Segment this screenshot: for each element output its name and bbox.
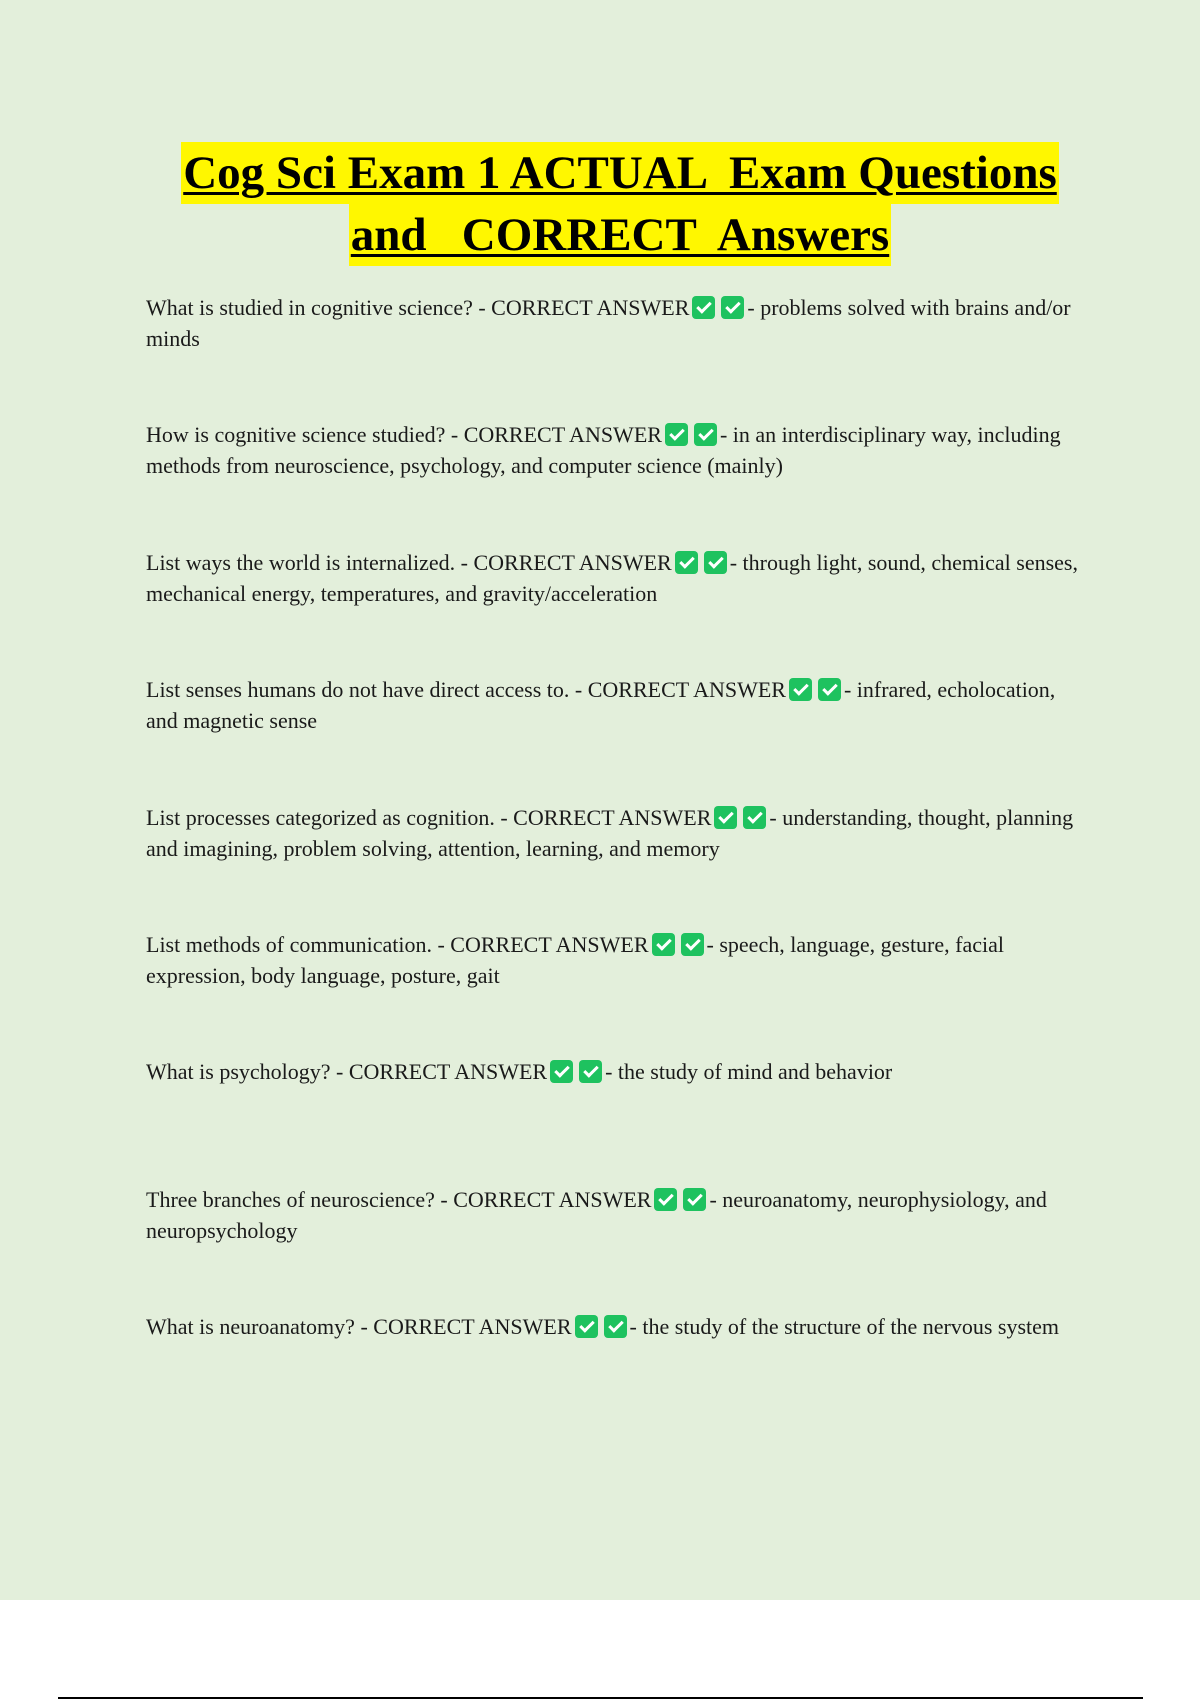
question-text: What is studied in cognitive science? — [146, 295, 473, 320]
footer-divider — [58, 1697, 1143, 1699]
answer-text: - neuroanatomy, neurophysiology, and neuropsychology — [146, 1186, 1047, 1243]
qa-item — [146, 674, 1086, 801]
answer-marker: - CORRECT ANSWER — [494, 804, 712, 830]
answer-marker: - CORRECT ANSWER — [569, 677, 786, 703]
question-text: How is cognitive science studied? — [146, 422, 446, 448]
answer-marker: - CORRECT ANSWER — [472, 295, 690, 320]
question-text: List ways the world is internalized. — [146, 549, 456, 575]
check-box-icon — [579, 1060, 602, 1083]
answer-marker: - CORRECT ANSWER — [434, 1186, 652, 1212]
qa-item — [146, 419, 1086, 546]
qa-item — [146, 292, 1086, 419]
answer-marker: - CORRECT ANSWER — [455, 549, 672, 575]
page-title — [130, 142, 1110, 266]
answer-marker: - CORRECT ANSWER — [445, 422, 662, 448]
question-text: Three branches of neuroscience? — [146, 1186, 435, 1212]
check-box-icon — [681, 933, 704, 956]
answer-marker: - CORRECT ANSWER — [354, 1314, 572, 1340]
qa-item — [146, 547, 1086, 674]
check-box-icon — [652, 933, 675, 956]
check-box-icon — [692, 296, 715, 319]
answer-text: - in an interdisciplinary way, including methods from neuroscience, psychology, and computer science (mainly) — [146, 422, 1061, 479]
qa-item — [146, 1184, 1086, 1311]
title-line-2: and CORRECT Answers — [349, 204, 891, 266]
check-box-icon — [721, 296, 744, 319]
check-box-icon — [704, 551, 727, 574]
check-box-icon — [575, 1315, 598, 1338]
check-box-icon — [818, 678, 841, 701]
answer-text: - the study of the structure of the nervous system — [629, 1314, 1060, 1340]
check-box-icon — [550, 1060, 573, 1083]
qa-list — [146, 292, 1086, 1439]
check-box-icon — [683, 1188, 706, 1211]
answer-text: - understanding, thought, planning and imagining, problem solving, attention, learning, and memory — [146, 804, 1074, 861]
title-line-1: Cog Sci Exam 1 ACTUAL Exam Questions — [181, 142, 1059, 204]
qa-item — [146, 1056, 1086, 1183]
check-box-icon — [654, 1188, 677, 1211]
qa-item — [146, 802, 1086, 929]
answer-text: - through light, sound, chemical senses, mechanical energy, temperatures, and gravity/acceleration — [146, 549, 1078, 606]
qa-item — [146, 1311, 1086, 1438]
question-text: What is psychology? — [146, 1059, 331, 1085]
answer-text: - infrared, echolocation, and magnetic sense — [146, 677, 1056, 734]
check-box-icon — [675, 551, 698, 574]
check-box-icon — [714, 806, 737, 829]
check-box-icon — [743, 806, 766, 829]
answer-text: - problems solved with brains and/or minds — [146, 295, 1071, 351]
check-box-icon — [789, 678, 812, 701]
check-box-icon — [665, 423, 688, 446]
question-text: List senses humans do not have direct access to. — [146, 677, 570, 703]
answer-text: - speech, language, gesture, facial expression, body language, posture, gait — [146, 931, 1004, 988]
answer-marker: - CORRECT ANSWER — [330, 1059, 548, 1085]
qa-item — [146, 929, 1086, 1056]
question-text: List processes categorized as cognition. — [146, 804, 495, 830]
answer-marker: - CORRECT ANSWER — [431, 931, 649, 957]
check-box-icon — [694, 423, 717, 446]
answer-text: - the study of mind and behavior — [605, 1059, 893, 1085]
question-text: What is neuroanatomy? — [146, 1314, 355, 1340]
question-text: List methods of communication. — [146, 931, 432, 957]
check-box-icon — [604, 1315, 627, 1338]
